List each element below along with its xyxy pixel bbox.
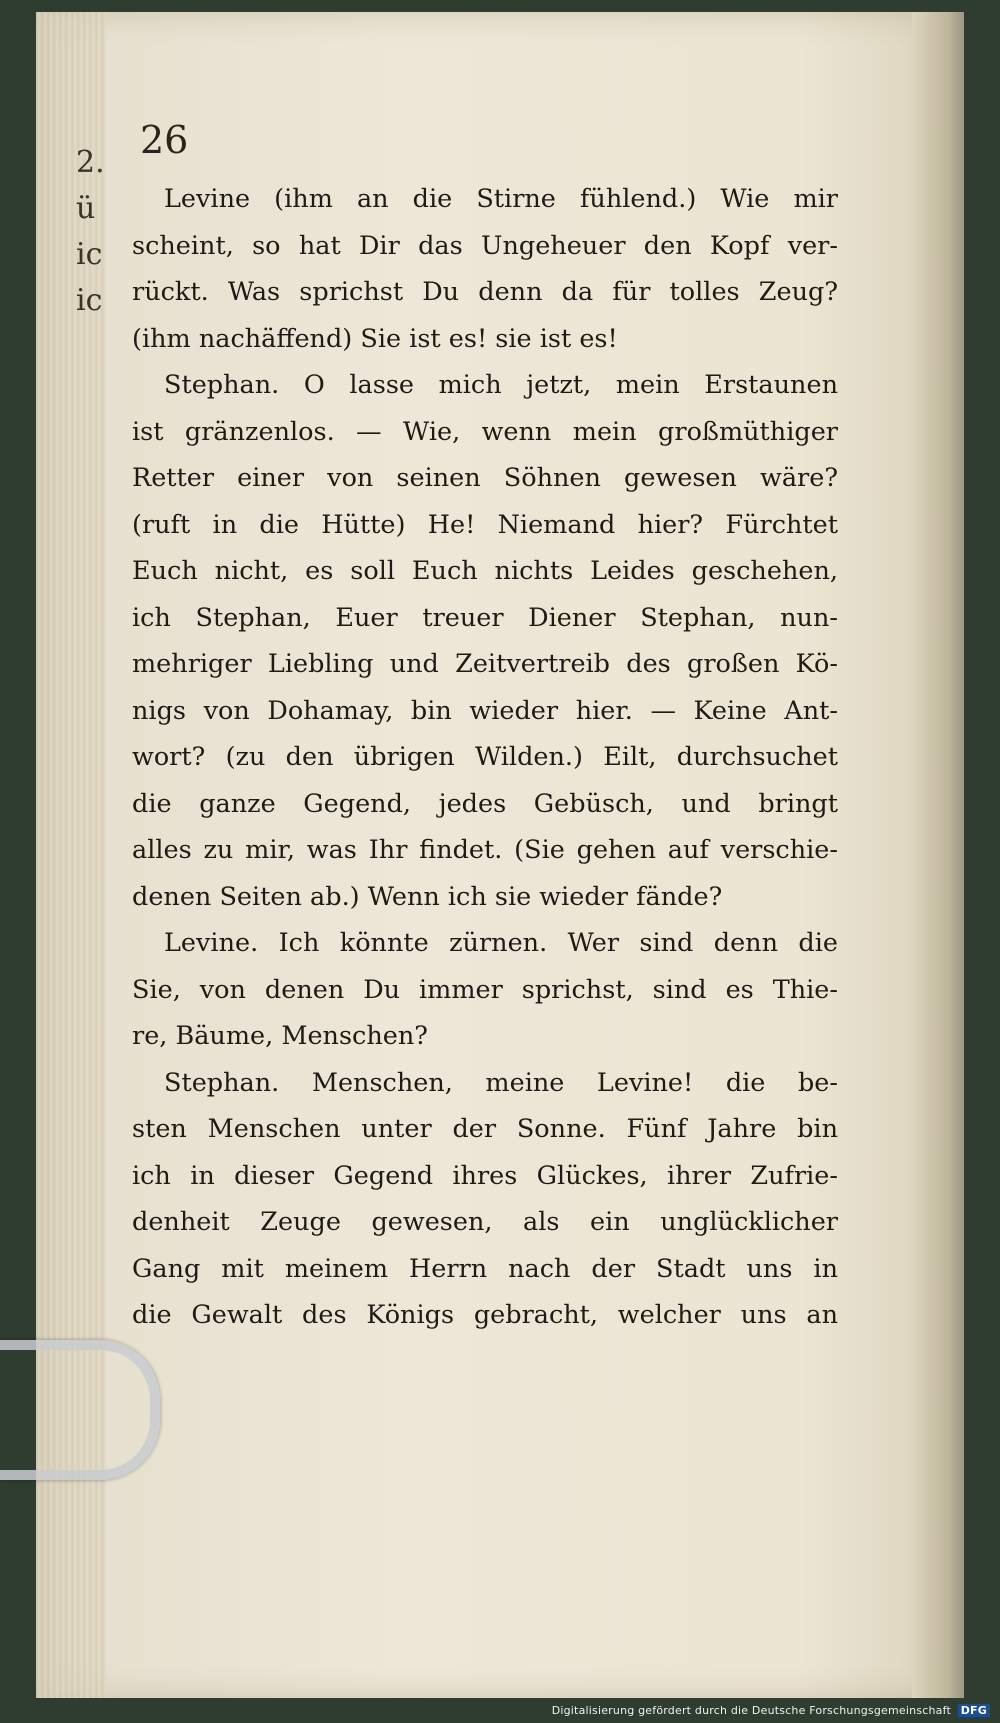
text-line: denheit Zeuge gewesen, als ein unglücklicher [132, 1207, 838, 1237]
binding-edge [912, 12, 964, 1698]
text-line: re, Bäume, Menschen? [132, 1021, 428, 1051]
text-line: die ganze Gegend, jedes Gebüsch, und bringt [132, 788, 838, 819]
text-line: wort? (zu den übrigen Wilden.) Eilt, durchsuchet [132, 742, 838, 772]
credit-text: Digitalisierung gefördert durch die Deutsche Forschungsgemeinschaft [551, 1704, 952, 1717]
dfg-logo: DFG [958, 1704, 990, 1717]
text-line: ich in dieser Gegend ihres Glückes, ihrer Zufrie- [132, 1160, 838, 1191]
text-line: Retter einer von seinen Söhnen gewesen wäre? [132, 463, 838, 493]
show-through-letter: ic [76, 283, 103, 318]
text-line: Stephan. O lasse mich jetzt, mein Erstaunen [164, 370, 838, 400]
text-line: Sie, von denen Du immer sprichst, sind es Thie- [132, 974, 838, 1005]
text-line: ich Stephan, Euer treuer Diener Stephan, nun- [132, 602, 838, 633]
digitization-credit [552, 1704, 990, 1717]
text-line: (ruft in die Hütte) He! Niemand hier? Fürchtet [132, 509, 838, 540]
text-line: Gang mit meinem Herrn nach der Stadt uns in [132, 1253, 838, 1284]
text-line: Levine. Ich könnte zürnen. Wer sind denn die [164, 928, 838, 958]
text-line: (ihm nachäffend) Sie ist es! sie ist es! [132, 323, 618, 354]
text-line: Euch nicht, es soll Euch nichts Leides geschehen, [132, 556, 838, 586]
text-line: scheint, so hat Dir das Ungeheuer den Kopf ver- [132, 230, 838, 261]
show-through-letters [76, 140, 105, 324]
text-line: nigs von Dohamay, bin wieder hier. — Keine Ant- [132, 695, 838, 726]
text-line: Levine (ihm an die Stirne fühlend.) Wie mir [164, 184, 838, 214]
page-number: 26 [140, 118, 189, 162]
text-line: alles zu mir, was Ihr findet. (Sie gehen auf verschie- [132, 835, 838, 865]
text-line: sten Menschen unter der Sonne. Fünf Jahre bin [132, 1114, 838, 1144]
show-through-letter: 2. [76, 145, 105, 180]
text-line: rückt. Was sprichst Du denn da für tolles Zeug? [132, 277, 838, 307]
text-line: Stephan. Menschen, meine Levine! die be- [164, 1067, 838, 1098]
paper-clip [0, 1340, 160, 1480]
text-line: die Gewalt des Königs gebracht, welcher uns an [132, 1300, 838, 1330]
text-line: denen Seiten ab.) Wenn ich sie wieder fände? [132, 881, 723, 912]
show-through-letter: ü [76, 191, 96, 226]
body-text [132, 176, 838, 1339]
text-line: ist gränzenlos. — Wie, wenn mein großmüthiger [132, 416, 838, 447]
show-through-letter: ic [76, 237, 103, 272]
text-line: mehriger Liebling und Zeitvertreib des großen Kö- [132, 649, 838, 679]
